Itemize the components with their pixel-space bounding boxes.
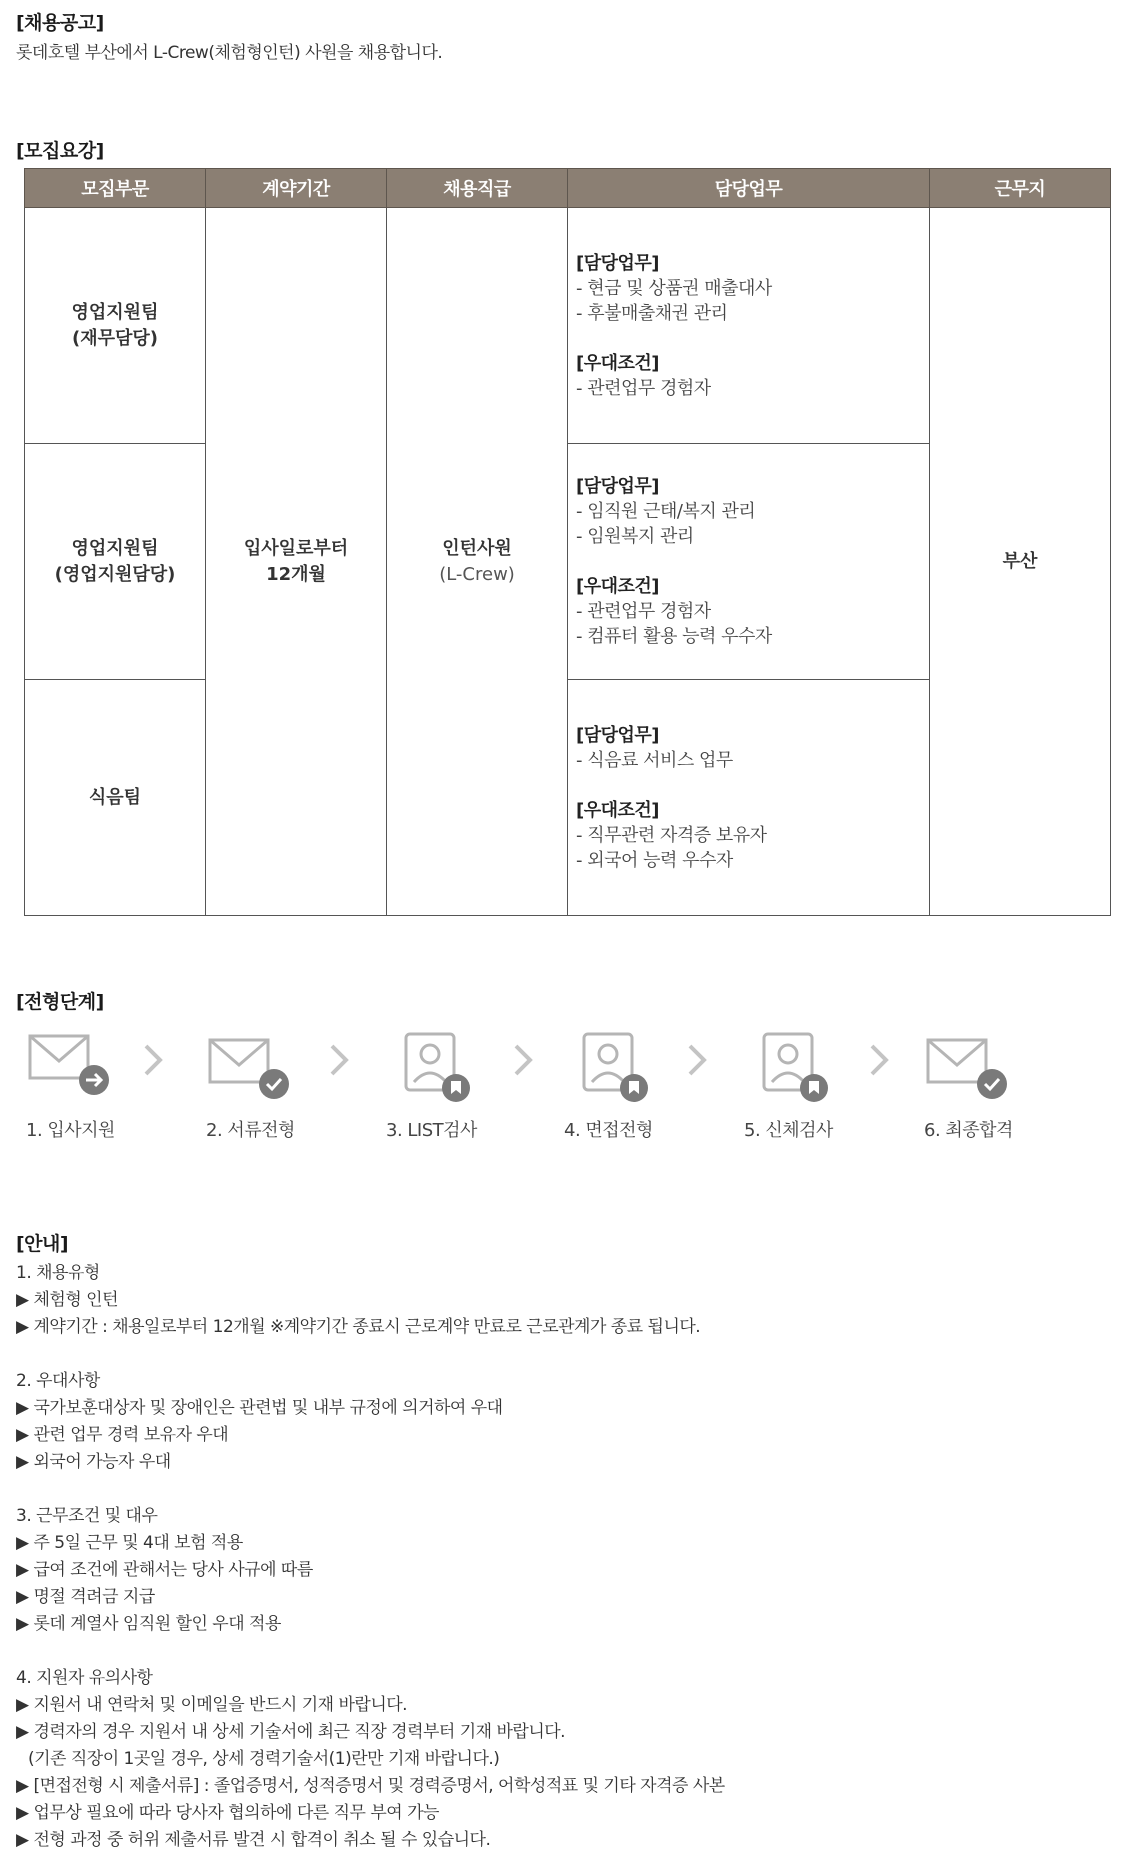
duty-cell bbox=[568, 680, 930, 916]
info-heading: 1. 채용유형 bbox=[16, 1263, 100, 1283]
pref-item: - 관련업무 경험자 bbox=[576, 377, 711, 399]
chevron-right-icon bbox=[682, 1040, 712, 1080]
chevron-right-icon bbox=[324, 1040, 354, 1080]
rank-cell bbox=[387, 208, 568, 916]
process-step bbox=[736, 1020, 866, 1150]
person-badge-icon bbox=[564, 1028, 654, 1108]
location-cell bbox=[930, 208, 1111, 916]
requirements-table bbox=[24, 168, 1111, 916]
step-label: 5. 신체검사 bbox=[744, 1120, 833, 1141]
info-item: ▶ 계약기간 : 채용일로부터 12개월 ※계약기간 종료시 근로계약 만료로 근로관계가 종료 됩니다. bbox=[16, 1317, 701, 1337]
chevron-right-icon bbox=[864, 1040, 894, 1080]
recruit-intro: 롯데호텔 부산에서 L-Crew(체험형인턴) 사원을 채용합니다. bbox=[16, 43, 443, 63]
duty-item: - 현금 및 상품권 매출대사 bbox=[576, 277, 772, 299]
info-title: [안내] bbox=[16, 1233, 69, 1255]
duty-cell bbox=[568, 208, 930, 444]
pref-item: - 관련업무 경험자 bbox=[576, 601, 711, 622]
recruit-title: [채용공고] bbox=[16, 12, 104, 34]
contract-cell bbox=[206, 208, 387, 916]
info-item: ▶ 주 5일 근무 및 4대 보험 적용 bbox=[16, 1533, 243, 1553]
location-value: 부산 bbox=[1002, 550, 1038, 572]
process-steps bbox=[0, 1020, 1124, 1150]
pref-item: - 외국어 능력 우수자 bbox=[576, 849, 733, 871]
header-dept: 모집부문 bbox=[25, 169, 206, 208]
rank-line1: 인턴사원 bbox=[442, 537, 512, 559]
pref-heading: [우대조건] bbox=[576, 799, 660, 821]
duty-item: - 임직원 근태/복지 관리 bbox=[576, 501, 756, 522]
duty-item: - 후불매출채권 관리 bbox=[576, 302, 728, 324]
process-step bbox=[556, 1020, 686, 1150]
info-item: ▶ 경력자의 경우 지원서 내 상세 기술서에 최근 직장 경력부터 기재 바랍니다. bbox=[16, 1722, 566, 1742]
person-badge-icon bbox=[386, 1028, 476, 1108]
info-item: ▶ 업무상 필요에 따라 당사자 협의하에 다른 직무 부여 가능 bbox=[16, 1803, 439, 1823]
chevron-right-icon bbox=[138, 1040, 168, 1080]
info-section bbox=[16, 1228, 1106, 1854]
info-item: ▶ 지원서 내 연락처 및 이메일을 반드시 기재 바랍니다. bbox=[16, 1695, 408, 1715]
table-row bbox=[25, 208, 1111, 444]
info-item: ▶ 전형 과정 중 허위 제출서류 발견 시 합격이 취소 될 수 있습니다. bbox=[16, 1830, 491, 1850]
process-step bbox=[198, 1020, 328, 1150]
info-heading: 3. 근무조건 및 대우 bbox=[16, 1506, 158, 1526]
table-header-row bbox=[25, 169, 1111, 208]
duty-item: - 임원복지 관리 bbox=[576, 526, 694, 547]
info-heading: 4. 지원자 유의사항 bbox=[16, 1668, 153, 1688]
pref-item: - 직무관련 자격증 보유자 bbox=[576, 824, 767, 846]
process-step bbox=[18, 1020, 148, 1150]
step-label: 1. 입사지원 bbox=[26, 1120, 115, 1141]
duty-heading: [담당업무] bbox=[576, 724, 660, 746]
contract-line1: 입사일로부터 bbox=[243, 537, 349, 559]
duty-heading: [담당업무] bbox=[576, 476, 660, 497]
info-item: ▶ [면접전형 시 제출서류] : 졸업증명서, 성적증명서 및 경력증명서, 어학성적표 및 기타 자격증 사본 bbox=[16, 1776, 725, 1796]
process-title: [전형단계] bbox=[16, 991, 104, 1013]
info-item: ▶ 국가보훈대상자 및 장애인은 관련법 및 내부 규정에 의거하여 우대 bbox=[16, 1398, 503, 1418]
info-item: ▶ 명절 격려금 지급 bbox=[16, 1587, 155, 1607]
step-label: 6. 최종합격 bbox=[924, 1120, 1013, 1141]
requirements-title: [모집요강] bbox=[16, 140, 104, 162]
dept-name: 식음팀 bbox=[88, 786, 142, 808]
info-item: ▶ 관련 업무 경력 보유자 우대 bbox=[16, 1425, 229, 1445]
step-label: 3. LIST검사 bbox=[386, 1120, 477, 1141]
info-item: ▶ 외국어 가능자 우대 bbox=[16, 1452, 171, 1472]
dept-name: 영업지원팀 bbox=[71, 301, 159, 323]
info-item: ▶ 급여 조건에 관해서는 당사 사규에 따름 bbox=[16, 1560, 313, 1580]
person-badge-icon bbox=[744, 1028, 834, 1108]
dept-cell bbox=[25, 208, 206, 444]
info-item: (기존 직장이 1곳일 경우, 상세 경력기술서(1)란만 기재 바랍니다.) bbox=[28, 1749, 500, 1769]
info-item: ▶ 체험형 인턴 bbox=[16, 1290, 118, 1310]
dept-cell bbox=[25, 444, 206, 680]
envelope-arrow-icon bbox=[26, 1028, 116, 1108]
envelope-check-icon bbox=[206, 1028, 296, 1108]
header-duty: 담당업무 bbox=[568, 169, 930, 208]
step-label: 4. 면접전형 bbox=[564, 1120, 653, 1141]
duty-item: - 식음료 서비스 업무 bbox=[576, 749, 733, 771]
info-item: ▶ 롯데 계열사 임직원 할인 우대 적용 bbox=[16, 1614, 281, 1634]
info-heading: 2. 우대사항 bbox=[16, 1371, 100, 1391]
header-contract: 계약기간 bbox=[206, 169, 387, 208]
duty-heading: [담당업무] bbox=[576, 252, 660, 274]
dept-name: 영업지원팀 bbox=[71, 537, 159, 559]
process-step bbox=[378, 1020, 508, 1150]
rank-line2: (L-Crew) bbox=[439, 563, 515, 585]
pref-heading: [우대조건] bbox=[576, 352, 660, 374]
step-label: 2. 서류전형 bbox=[206, 1120, 295, 1141]
process-step bbox=[916, 1020, 1046, 1150]
contract-line2: 12개월 bbox=[266, 563, 326, 585]
dept-sub: (재무담당) bbox=[71, 327, 158, 349]
dept-sub: (영업지원담당) bbox=[54, 563, 176, 585]
pref-item: - 컴퓨터 활용 능력 우수자 bbox=[576, 626, 772, 647]
dept-cell bbox=[25, 680, 206, 916]
envelope-check-icon bbox=[924, 1028, 1014, 1108]
header-rank: 채용직급 bbox=[387, 169, 568, 208]
chevron-right-icon bbox=[508, 1040, 538, 1080]
header-location: 근무지 bbox=[930, 169, 1111, 208]
pref-heading: [우대조건] bbox=[576, 576, 660, 597]
duty-cell bbox=[568, 444, 930, 680]
